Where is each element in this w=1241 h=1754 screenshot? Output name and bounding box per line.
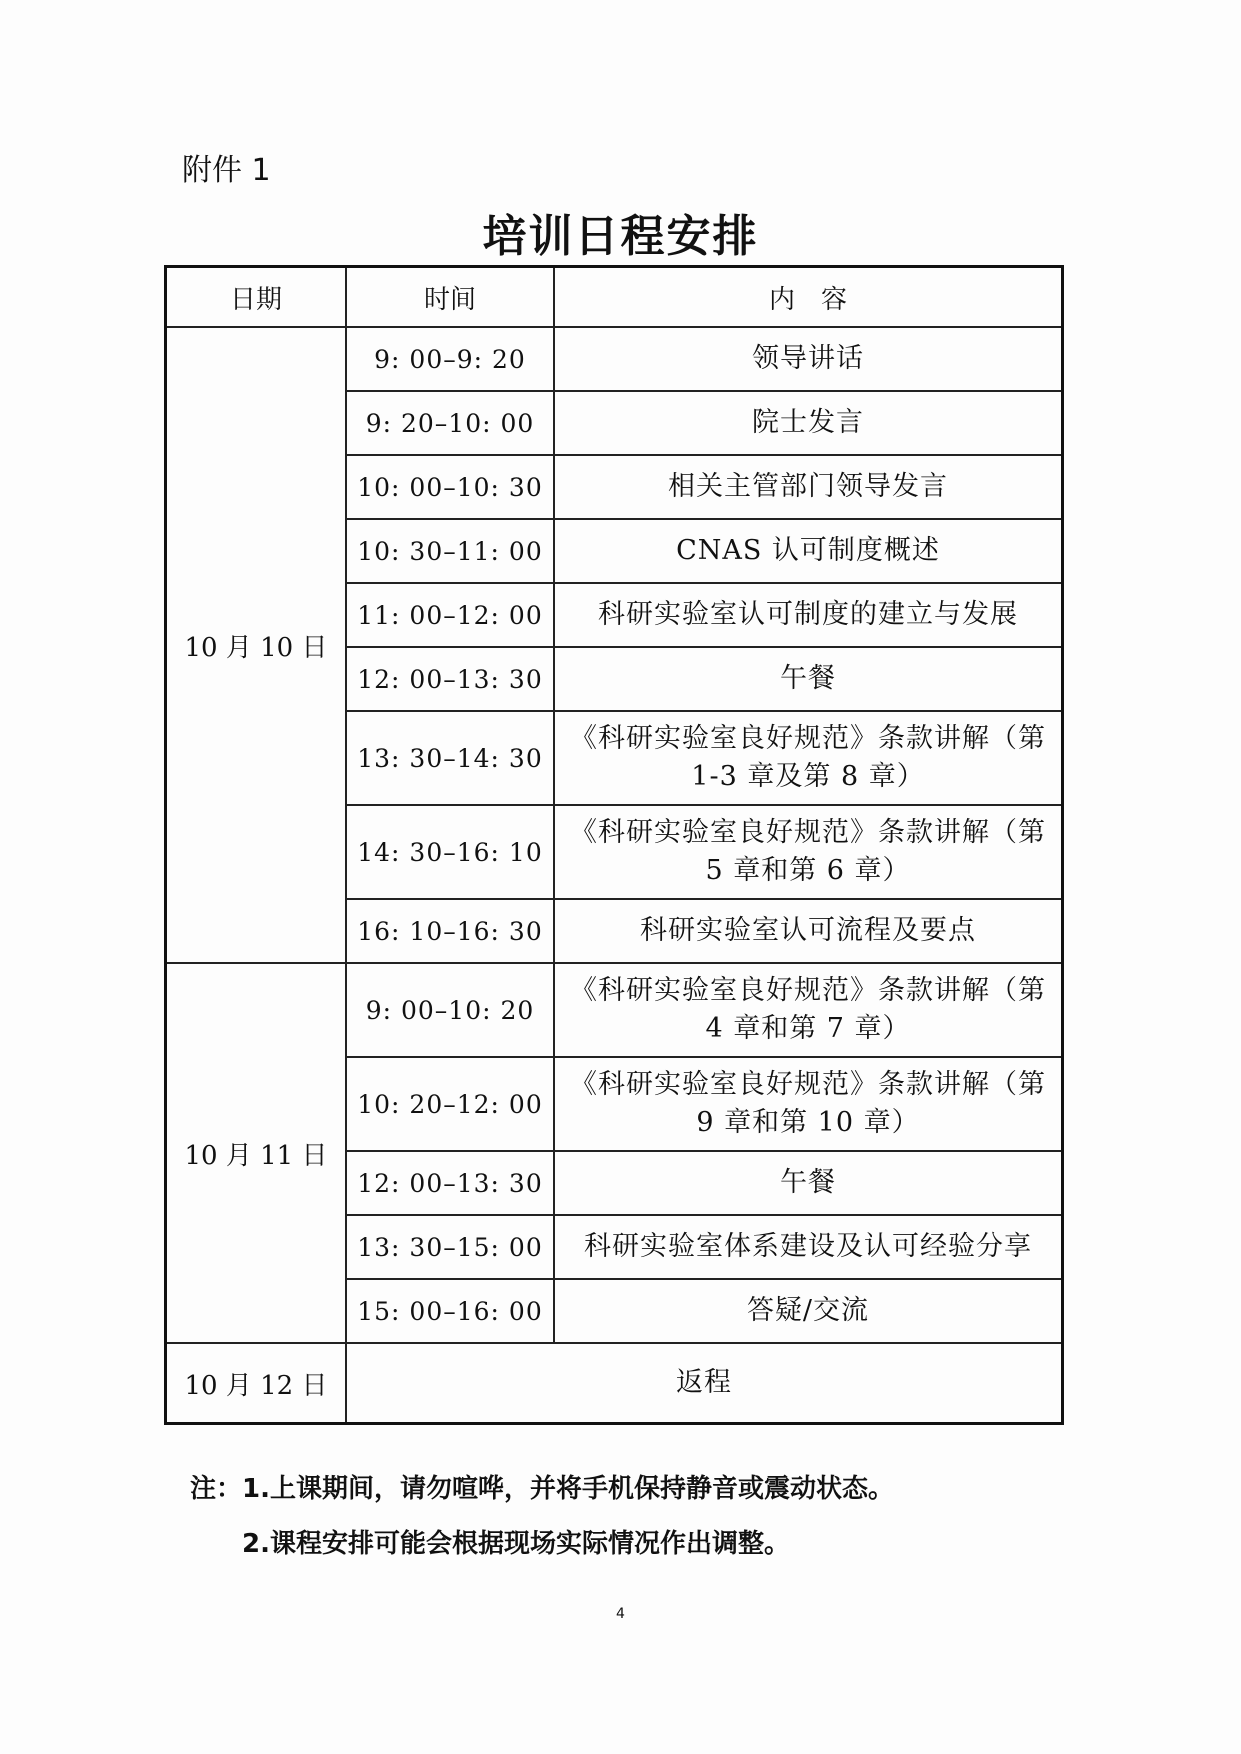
time-cell: 14: 30–16: 10 (346, 805, 554, 899)
time-cell: 11: 00–12: 00 (346, 583, 554, 647)
content-cell: 科研实验室认可制度的建立与发展 (554, 583, 1063, 647)
page-title: 培训日程安排 (482, 211, 759, 262)
time-cell: 13: 30–15: 00 (346, 1215, 554, 1279)
content-cell: 科研实验室体系建设及认可经验分享 (554, 1215, 1063, 1279)
time-cell: 16: 10–16: 30 (346, 899, 554, 963)
date-cell-day2: 10 月 11 日 (166, 963, 347, 1343)
content-cell: 领导讲话 (554, 327, 1063, 391)
header-time: 时间 (346, 267, 554, 328)
notes (190, 1468, 894, 1560)
content-cell: 《科研实验室良好规范》条款讲解（第 9 章和第 10 章） (554, 1057, 1063, 1151)
content-cell-return: 返程 (346, 1343, 1063, 1424)
note-line-2: 2.课程安排可能会根据现场实际情况作出调整。 (242, 1529, 790, 1559)
content-cell: 答疑/交流 (554, 1279, 1063, 1343)
table-row (166, 963, 1063, 1057)
table-row (166, 327, 1063, 391)
note-line-1: 注：1.上课期间，请勿喧哗，并将手机保持静音或震动状态。 (190, 1474, 894, 1504)
time-cell: 9: 00–10: 20 (346, 963, 554, 1057)
schedule-table (164, 265, 1064, 1425)
table-row (166, 1343, 1063, 1424)
time-cell: 10: 00–10: 30 (346, 455, 554, 519)
content-cell: 科研实验室认可流程及要点 (554, 899, 1063, 963)
table-header-row (166, 267, 1063, 328)
date-cell-day1: 10 月 10 日 (166, 327, 347, 963)
content-cell: 院士发言 (554, 391, 1063, 455)
time-cell: 12: 00–13: 30 (346, 647, 554, 711)
time-cell: 10: 30–11: 00 (346, 519, 554, 583)
content-cell: 午餐 (554, 647, 1063, 711)
time-cell: 9: 20–10: 00 (346, 391, 554, 455)
content-cell: 《科研实验室良好规范》条款讲解（第 5 章和第 6 章） (554, 805, 1063, 899)
header-content: 内 容 (554, 267, 1063, 328)
attachment-label: 附件 1 (182, 153, 271, 188)
content-cell: 午餐 (554, 1151, 1063, 1215)
page-number: 4 (616, 1606, 625, 1622)
content-cell: 相关主管部门领导发言 (554, 455, 1063, 519)
time-cell: 13: 30–14: 30 (346, 711, 554, 805)
time-cell: 15: 00–16: 00 (346, 1279, 554, 1343)
content-cell: CNAS 认可制度概述 (554, 519, 1063, 583)
time-cell: 10: 20–12: 00 (346, 1057, 554, 1151)
date-cell-day3: 10 月 12 日 (166, 1343, 347, 1424)
content-cell: 《科研实验室良好规范》条款讲解（第 1-3 章及第 8 章） (554, 711, 1063, 805)
time-cell: 12: 00–13: 30 (346, 1151, 554, 1215)
header-date: 日期 (166, 267, 347, 328)
content-cell: 《科研实验室良好规范》条款讲解（第 4 章和第 7 章） (554, 963, 1063, 1057)
time-cell: 9: 00–9: 20 (346, 327, 554, 391)
